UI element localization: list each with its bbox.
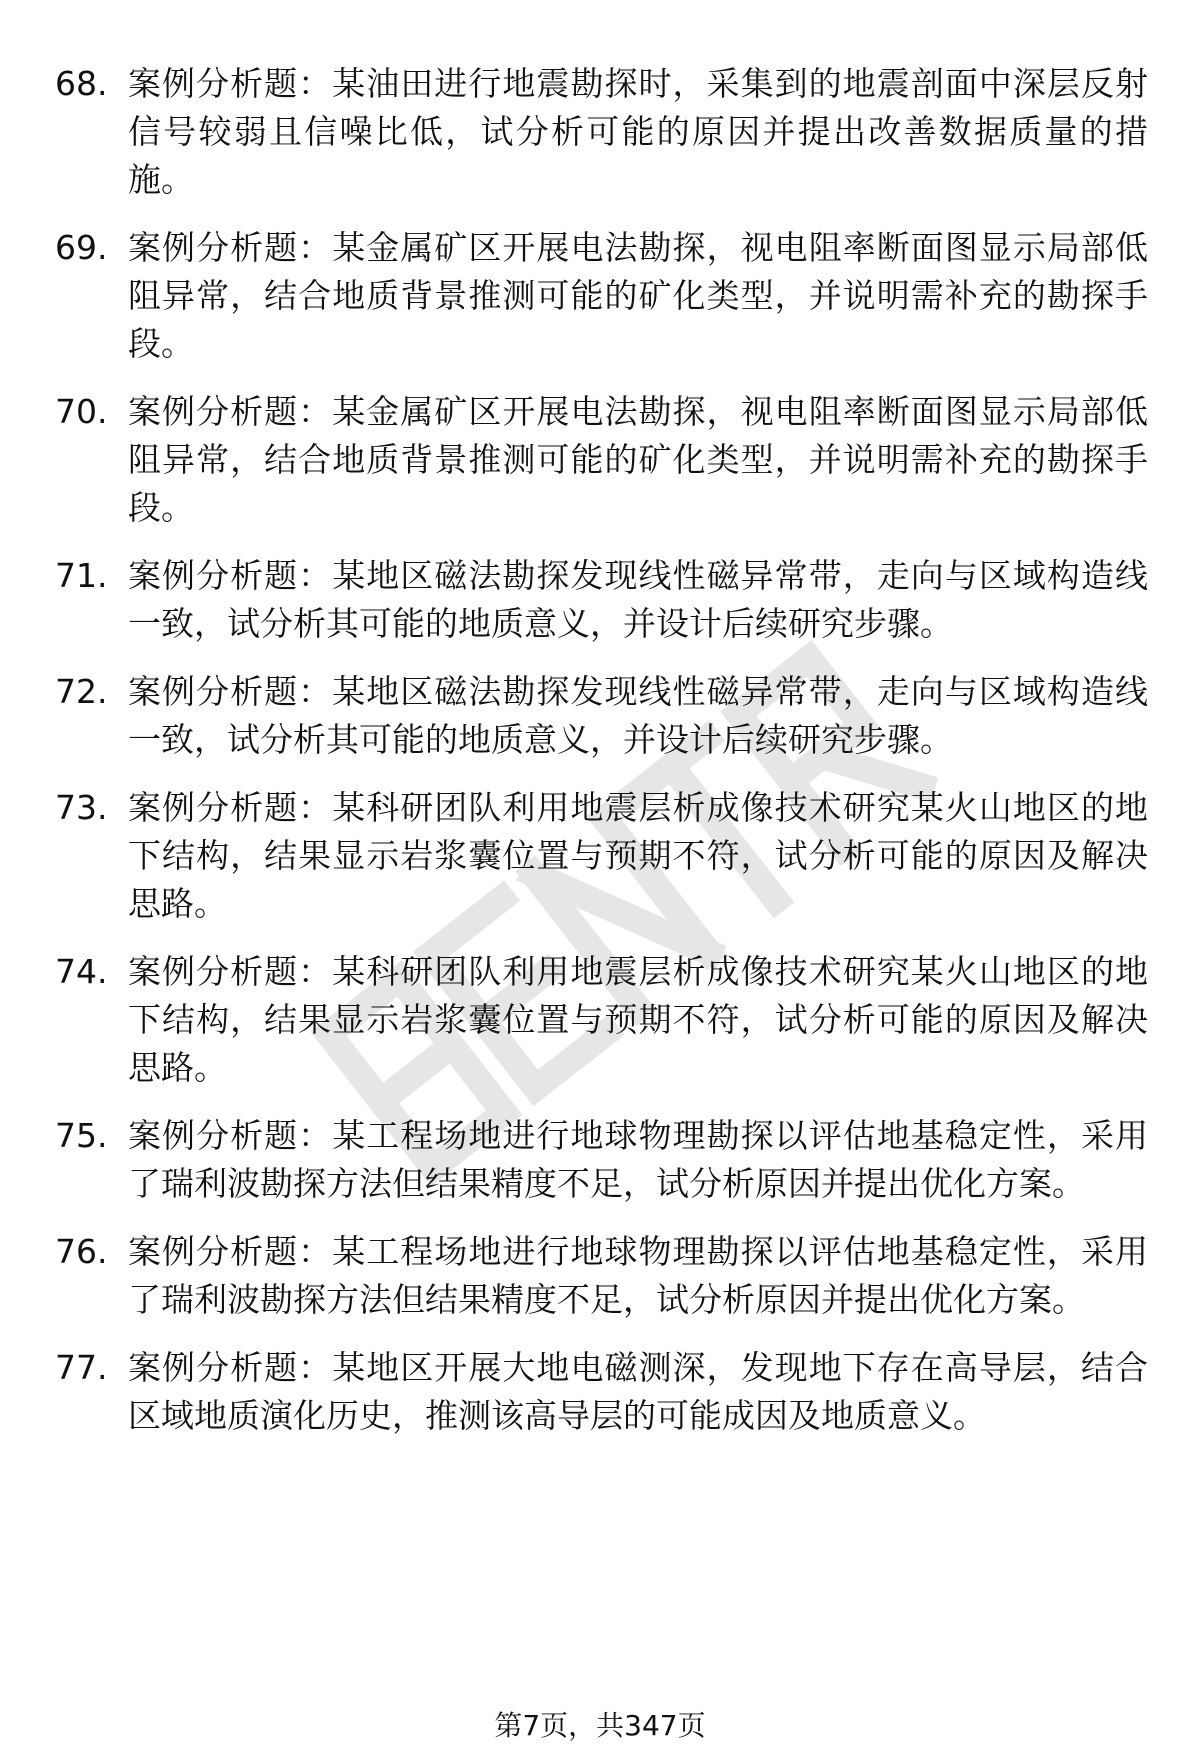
question-text: 案例分析题：某金属矿区开展电法勘探，视电阻率断面图显示局部低阻异常，结合地质背景推测可能的矿化类型，并说明需补充的勘探手段。 [128, 392, 1148, 527]
question-item [0, 552, 1200, 648]
question-item [0, 784, 1200, 928]
question-text: 案例分析题：某金属矿区开展电法勘探，视电阻率断面图显示局部低阻异常，结合地质背景推测可能的矿化类型，并说明需补充的勘探手段。 [128, 228, 1148, 363]
question-text: 案例分析题：某油田进行地震勘探时，采集到的地震剖面中深层反射信号较弱且信噪比低，试分析可能的原因并提出改善数据质量的措施。 [128, 64, 1148, 199]
question-item [0, 224, 1200, 368]
question-list [0, 60, 1200, 1460]
question-text: 案例分析题：某地区开展大地电磁测深，发现地下存在高导层，结合区域地质演化历史，推测该高导层的可能成因及地质意义。 [128, 1348, 1148, 1435]
question-number: 68. [55, 64, 108, 103]
question-number: 75. [55, 1116, 108, 1155]
question-number: 70. [55, 392, 108, 431]
question-item [0, 1344, 1200, 1440]
question-number: 69. [55, 228, 108, 267]
question-number: 76. [55, 1232, 108, 1271]
question-text: 案例分析题：某工程场地进行地球物理勘探以评估地基稳定性，采用了瑞利波勘探方法但结果精度不足，试分析原因并提出优化方案。 [128, 1232, 1148, 1319]
question-item [0, 388, 1200, 532]
question-number: 74. [55, 952, 108, 991]
question-text: 案例分析题：某科研团队利用地震层析成像技术研究某火山地区的地下结构，结果显示岩浆囊位置与预期不符，试分析可能的原因及解决思路。 [128, 788, 1148, 923]
question-text: 案例分析题：某地区磁法勘探发现线性磁异常带，走向与区域构造线一致，试分析其可能的地质意义，并设计后续研究步骤。 [128, 672, 1148, 759]
question-item [0, 1228, 1200, 1324]
question-text: 案例分析题：某地区磁法勘探发现线性磁异常带，走向与区域构造线一致，试分析其可能的地质意义，并设计后续研究步骤。 [128, 556, 1148, 643]
question-number: 72. [55, 672, 108, 711]
question-item [0, 60, 1200, 204]
question-text: 案例分析题：某工程场地进行地球物理勘探以评估地基稳定性，采用了瑞利波勘探方法但结果精度不足，试分析原因并提出优化方案。 [128, 1116, 1148, 1203]
question-number: 73. [55, 788, 108, 827]
question-item [0, 948, 1200, 1092]
question-number: 77. [55, 1348, 108, 1387]
question-item [0, 668, 1200, 764]
question-text: 案例分析题：某科研团队利用地震层析成像技术研究某火山地区的地下结构，结果显示岩浆囊位置与预期不符，试分析可能的原因及解决思路。 [128, 952, 1148, 1087]
question-item [0, 1112, 1200, 1208]
page-number-footer: 第7页，共347页 [494, 1709, 706, 1742]
question-number: 71. [55, 556, 108, 595]
